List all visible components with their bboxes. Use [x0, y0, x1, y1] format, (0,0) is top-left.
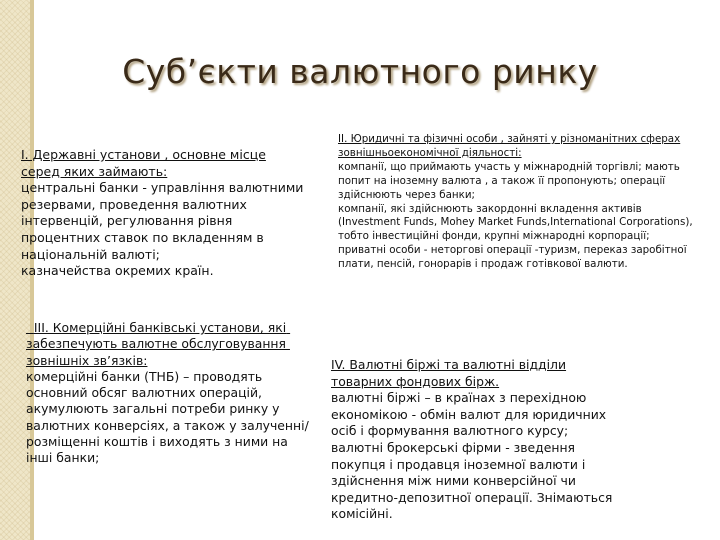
section-heading: ІІ. Юридичні та фізичні особи , зайняті у різноманітних сферах зовнішньоекономічної діяльності: — [338, 133, 681, 159]
section-heading: ІV. Валютні біржі та валютні відділи товарних фондових бірж. — [331, 357, 567, 389]
section-heading: ІІІ. Комерційні банківські установи, які забезпечують валютне обслуговування зовнішніх зв’язків: — [26, 320, 291, 368]
slide-title: Суб’єкти валютного ринку — [122, 52, 598, 91]
section-body: валютні біржі – в країнах з перехідною економікою - обмін валют для юридичних осіб і формування валютного курсу; валютні брокерські фірми - зведення покупця і продавця іноземної валюти і здійснення між ними конверсійної чи кредитно-депозитної операції. Знімаються комісійні. — [331, 390, 613, 522]
section-state-institutions — [21, 147, 306, 280]
section-body: центральні банки - управління валютними резервами, проведення валютних інтервенцій, регулювання рівня процентних ставок по вкладенням в національній валюті; казначейства окремих країн. — [21, 180, 304, 279]
section-commercial-banks — [26, 320, 316, 467]
section-currency-exchanges — [331, 357, 631, 523]
section-body: комерційні банки (ТНБ) – проводять основний обсяг валютних операцій, акумулюють загальні потреби ринку у валютних конверсіях, а також у залученні/розміщенні коштів і виходять з ними на інші банки; — [26, 368, 309, 466]
section-body: компанії, що приймають участь у міжнародній торгівлі; мають попит на іноземну валюта , а також її пропонують; операції здійснюють через банки; компанії, які здійснюють закордонні вкладення активів (Investment Funds, Mohey Market Funds,International Corporations), тобто інвестиційні фонди, крупні міжнародні корпорації; приватні особи - неторгові операції -туризм, переказ заробітної плати, пенсій, гонорарів і продаж готівкової валюти. — [338, 160, 693, 271]
section-legal-and-natural-persons — [338, 133, 698, 272]
section-heading: І. Державні установи , основне місце серед яких займають: — [21, 147, 266, 179]
